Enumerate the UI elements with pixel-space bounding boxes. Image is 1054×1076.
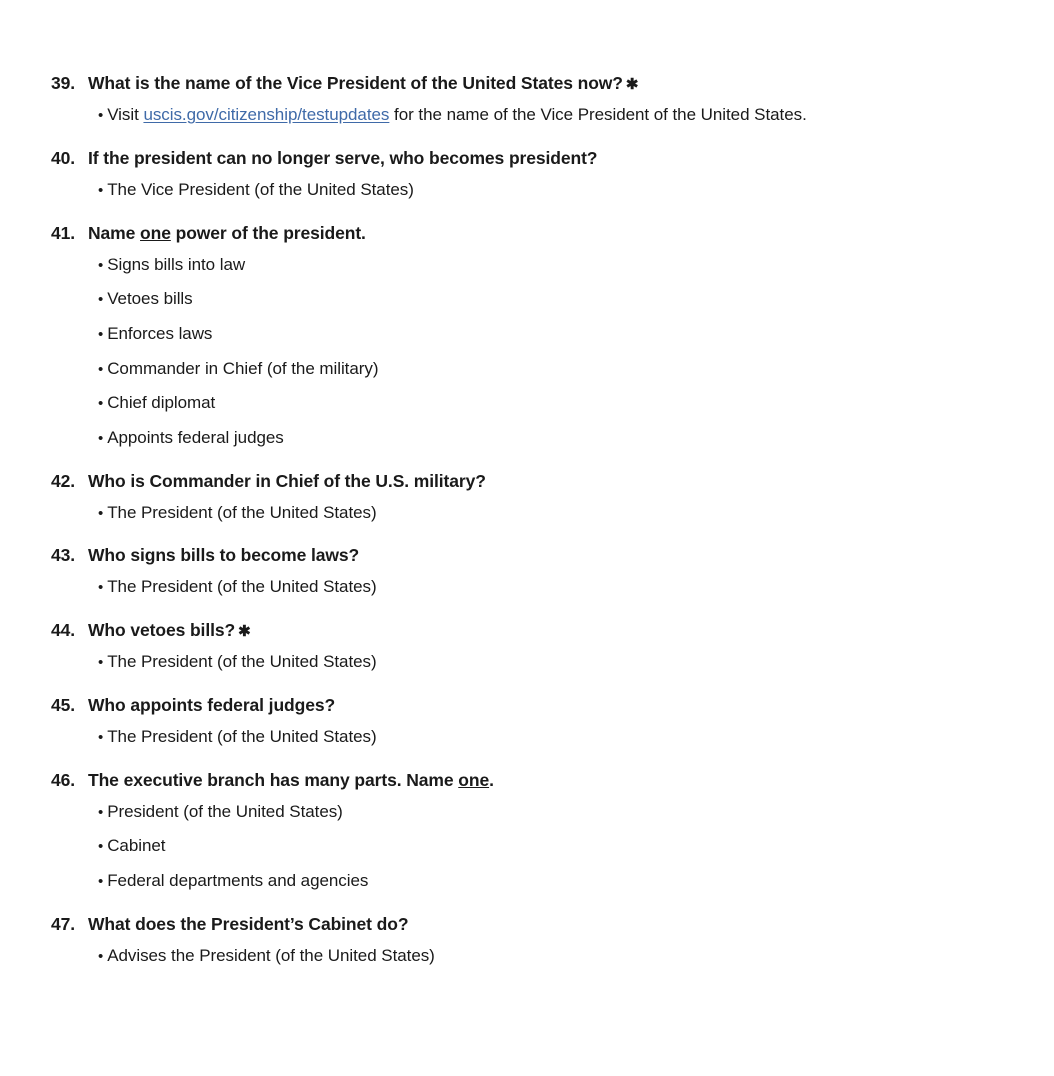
answer-item: [51, 650, 954, 675]
question-block: [51, 70, 954, 128]
answer-list: [51, 725, 954, 750]
bullet-icon: •: [98, 395, 104, 413]
answer-text: Federal departments and agencies: [107, 870, 369, 890]
uscis-testupdates-link[interactable]: uscis.gov/citizenship/testupdates: [143, 105, 390, 125]
question-text-segment: What does the President’s Cabinet do?: [88, 913, 409, 934]
answer-text: Commander in Chief (of the military): [107, 358, 379, 378]
question-text: [88, 617, 954, 644]
question-text-segment: .: [489, 769, 494, 790]
question-line: [51, 145, 954, 172]
bullet-icon: •: [98, 429, 104, 447]
answer-text: Chief diplomat: [107, 393, 216, 413]
answer-text: Enforces laws: [107, 323, 213, 343]
question-text-segment: Who is Commander in Chief of the U.S. military?: [88, 470, 486, 491]
question-text: [88, 911, 954, 938]
answer-list: [51, 944, 954, 969]
answer-list: [51, 103, 954, 128]
question-number: 45.: [51, 694, 76, 715]
answer-item: [51, 725, 954, 750]
answer-item: [51, 800, 954, 825]
answer-text: Vetoes bills: [107, 289, 193, 309]
answer-text: Appoints federal judges: [107, 427, 284, 447]
question-number: 44.: [51, 620, 76, 641]
question-text-segment: The executive branch has many parts. Name: [88, 769, 459, 790]
question-text: [88, 542, 954, 569]
answer-text: The President (of the United States): [107, 502, 377, 522]
answer-item: [51, 322, 954, 347]
bullet-icon: •: [98, 654, 104, 672]
answer-text: The President (of the United States): [107, 577, 377, 597]
question-block: [51, 220, 954, 451]
bullet-icon: •: [98, 947, 104, 965]
answer-item: [51, 391, 954, 416]
answer-text: Advises the President (of the United States): [107, 945, 435, 965]
answer-text: The President (of the United States): [107, 726, 377, 746]
answer-item: [51, 944, 954, 969]
answer-item: [51, 103, 954, 128]
question-line: [51, 70, 954, 97]
question-emphasis: one: [140, 222, 171, 243]
answer-text: The Vice President (of the United States): [107, 179, 414, 199]
answer-text: The President (of the United States): [107, 652, 377, 672]
bullet-icon: •: [98, 872, 104, 890]
question-line: [51, 911, 954, 938]
answer-list: [51, 253, 954, 451]
answer-text: Signs bills into law: [107, 254, 246, 274]
bullet-icon: •: [98, 728, 104, 746]
answer-item: [51, 287, 954, 312]
question-number: 43.: [51, 545, 76, 566]
question-line: [51, 767, 954, 794]
answer-list: [51, 501, 954, 526]
answer-item: [51, 426, 954, 451]
question-text-segment: Who appoints federal judges?: [88, 694, 336, 715]
answer-text: [107, 103, 954, 128]
question-number: 40.: [51, 147, 76, 168]
question-text-segment: Who vetoes bills?: [88, 620, 236, 641]
question-number: 47.: [51, 913, 76, 934]
answer-text-segment: Visit: [107, 105, 144, 125]
answer-item: [51, 357, 954, 382]
question-block: [51, 542, 954, 600]
question-text: [88, 220, 954, 247]
question-text: [88, 767, 954, 794]
bullet-icon: •: [98, 181, 104, 199]
star-icon: ✱: [238, 623, 251, 641]
question-emphasis: one: [458, 769, 490, 790]
bullet-icon: •: [98, 838, 104, 856]
question-list: [51, 70, 954, 968]
question-text: [88, 692, 954, 719]
question-line: [51, 220, 954, 247]
question-number: 46.: [51, 769, 76, 790]
question-block: [51, 617, 954, 675]
question-block: [51, 145, 954, 203]
bullet-icon: •: [98, 256, 104, 274]
question-line: [51, 468, 954, 495]
question-number: 42.: [51, 470, 76, 491]
question-text: [88, 145, 954, 172]
bullet-icon: •: [98, 107, 104, 125]
answer-text: Cabinet: [107, 836, 166, 856]
question-block: [51, 692, 954, 750]
question-text-segment: Who signs bills to become laws?: [88, 545, 360, 566]
question-text-segment: power of the president.: [170, 222, 366, 243]
answer-text: President (of the United States): [107, 801, 343, 821]
question-text-segment: Name: [88, 222, 141, 243]
question-block: [51, 911, 954, 969]
question-text: [88, 70, 954, 97]
bullet-icon: •: [98, 803, 104, 821]
bullet-icon: •: [98, 360, 104, 378]
answer-list: [51, 800, 954, 894]
answer-list: [51, 575, 954, 600]
bullet-icon: •: [98, 504, 104, 522]
question-line: [51, 542, 954, 569]
bullet-icon: •: [98, 291, 104, 309]
answer-item: [51, 178, 954, 203]
bullet-icon: •: [98, 325, 104, 343]
answer-list: [51, 650, 954, 675]
answer-item: [51, 501, 954, 526]
question-block: [51, 468, 954, 526]
question-line: [51, 692, 954, 719]
question-text-segment: What is the name of the Vice President of the United States now?: [88, 73, 623, 93]
question-number: 41.: [51, 222, 76, 243]
question-text: [88, 468, 954, 495]
answer-item: [51, 575, 954, 600]
answer-list: [51, 178, 954, 203]
answer-item: [51, 834, 954, 859]
star-icon: ✱: [625, 76, 639, 93]
bullet-icon: •: [98, 579, 104, 597]
answer-text-segment: for the name of the Vice President of the United States.: [389, 105, 807, 125]
question-line: [51, 617, 954, 644]
question-block: [51, 767, 954, 894]
question-number: 39.: [51, 73, 76, 93]
question-text-segment: If the president can no longer serve, who becomes president?: [88, 147, 598, 168]
answer-item: [51, 253, 954, 278]
answer-item: [51, 869, 954, 894]
